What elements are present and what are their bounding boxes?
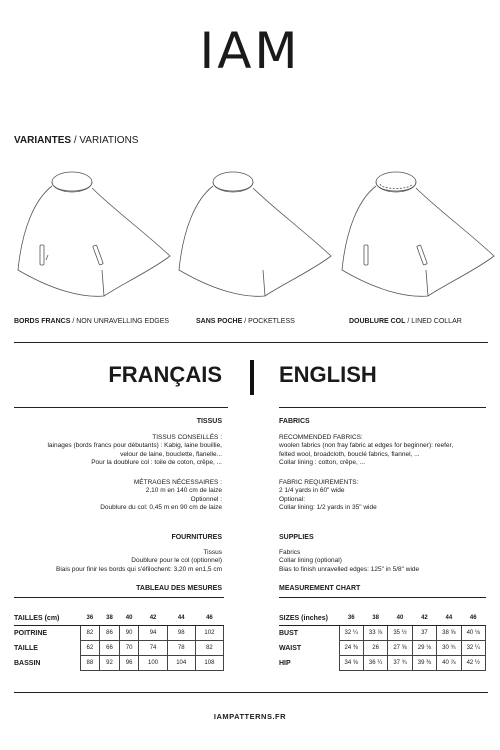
- variation-caption-1-rest: / NON UNRAVELLING EDGES: [70, 318, 170, 325]
- table-cell: 42 ½: [461, 656, 485, 671]
- table-cell: 33 ⅞: [363, 626, 387, 641]
- table-cell: 40 ⅛: [461, 626, 485, 641]
- table-cell: 88: [80, 656, 100, 671]
- supplies-line: Fabrics: [279, 549, 301, 556]
- variation-caption-3-rest: / LINED COLLAR: [405, 318, 462, 325]
- brand-logo: IAM: [199, 22, 301, 80]
- table-cell: 96: [119, 656, 139, 671]
- fabrics-line: woolen fabrics (non fray fabric at edges for beginner): reefer,: [279, 442, 454, 450]
- row-label: TAILLE: [14, 644, 38, 652]
- table-cell: 94: [139, 626, 167, 641]
- size-header: 40: [119, 611, 139, 626]
- fr-table-title-rule: [14, 597, 224, 598]
- supplies-line: Bias to finish unravelled edges: 125" in 5/8" wide: [279, 565, 420, 573]
- table-cell: 24 ⅜: [339, 641, 363, 656]
- fabrics-heading: FABRICS: [279, 418, 310, 425]
- english-heading: ENGLISH: [279, 362, 377, 387]
- en-table-title: MEASUREMENT CHART: [279, 585, 361, 592]
- row-label: POITRINE: [14, 629, 48, 637]
- fournitures-heading: FOURNITURES: [171, 534, 222, 541]
- size-header: 46: [461, 611, 485, 626]
- table-cell: 90: [119, 626, 139, 641]
- row-label: WAIST: [279, 644, 302, 652]
- size-header: 42: [139, 611, 167, 626]
- row-label: BUST: [279, 629, 299, 637]
- en-table-title-rule: [279, 597, 486, 598]
- tissus-line: Pour la doublure col : toile de coton, crêpe, ...: [91, 459, 222, 467]
- size-header: 42: [412, 611, 436, 626]
- french-heading: FRANÇAIS: [108, 362, 222, 387]
- table-cell: 37: [412, 626, 436, 641]
- row-label: HIP: [279, 659, 291, 667]
- poncho-illustration-lined-collar: [336, 160, 496, 310]
- table-cell: 27 ⅝: [388, 641, 412, 656]
- variation-caption-2: [196, 318, 295, 325]
- fabrics-text: [279, 434, 489, 468]
- fabrics-line: felted wool, broadcloth, bouclé fabrics, flannel, ...: [279, 450, 420, 458]
- tissus-text: [2, 434, 222, 468]
- size-header: 36: [339, 611, 363, 626]
- table-cell: 102: [195, 626, 223, 641]
- supplies-heading: SUPPLIES: [279, 534, 314, 541]
- language-divider: [250, 360, 254, 395]
- fournitures-line: Tissus: [203, 549, 222, 556]
- size-header: 46: [195, 611, 223, 626]
- fr-measurement-table: [14, 611, 224, 671]
- table-cell: 36 ¼: [363, 656, 387, 671]
- metrage-line: MÉTRAGES NÉCESSAIRES :: [133, 479, 222, 486]
- table-cell: 86: [100, 626, 120, 641]
- row-label: BASSIN: [14, 659, 41, 667]
- table-cell: 70: [119, 641, 139, 656]
- tissus-line: TISSUS CONSEILLÉS :: [152, 434, 222, 441]
- fabrics-line: RECOMMENDED FABRICS:: [279, 434, 363, 441]
- size-header: 36: [80, 611, 100, 626]
- variation-caption-3: [349, 318, 462, 325]
- requirements-line: FABRIC REQUIREMENTS:: [279, 479, 359, 486]
- table-header-row: [279, 611, 486, 626]
- table-cell: 40 ⅞: [437, 656, 461, 671]
- table-row: [279, 626, 486, 641]
- en-measurement-table: [279, 611, 486, 671]
- table-header-label: TAILLES (cm): [14, 611, 80, 626]
- variation-caption-2-rest: / POCKETLESS: [242, 318, 295, 325]
- table-cell: 32 ¼: [461, 641, 485, 656]
- table-cell: 104: [167, 656, 195, 671]
- metrage-line: Doublure du col: 0,45 m en 90 cm de laize: [100, 504, 222, 512]
- table-cell: 98: [167, 626, 195, 641]
- table-cell: 30 ¾: [437, 641, 461, 656]
- variation-caption-1-bold: BORDS FRANCS: [14, 318, 71, 325]
- size-header: 44: [437, 611, 461, 626]
- fournitures-text: [2, 549, 222, 574]
- tissus-heading: TISSUS: [196, 418, 222, 425]
- supplies-text: [279, 549, 489, 574]
- footer-website[interactable]: IAMPATTERNS.FR: [213, 712, 287, 721]
- english-heading-rule: [279, 407, 486, 408]
- variations-title-rest: / VARIATIONS: [71, 135, 139, 146]
- variation-caption-2-bold: SANS POCHE: [196, 318, 243, 325]
- table-cell: 39 ⅜: [412, 656, 436, 671]
- table-header-label: SIZES (inches): [279, 611, 339, 626]
- fournitures-line: Doublure pour le col (optionnel): [131, 557, 222, 565]
- fabrics-line: Collar lining : cotton, crêpe, ...: [279, 459, 365, 467]
- variations-title-bold: VARIANTES: [14, 135, 72, 146]
- requirements-line: 2 1/4 yards in 60" wide: [279, 487, 345, 495]
- supplies-line: Collar lining (optional): [279, 557, 342, 565]
- table-cell: 26: [363, 641, 387, 656]
- table-header-row: [14, 611, 224, 626]
- size-header: 40: [388, 611, 412, 626]
- fournitures-line: Biais pour finir les bords qui s'éfilochent: 3,20 m en1,5 cm: [56, 565, 222, 573]
- section-divider-top: [14, 342, 488, 343]
- section-divider-bottom: [14, 692, 488, 693]
- french-heading-rule: [14, 407, 228, 408]
- table-row: [279, 641, 486, 656]
- tissus-line: lainages (bords francs pour débutants) : Kabig, laine bouillie,: [47, 442, 222, 450]
- tissus-line: velour de laine, bouclette, flanelle...: [120, 450, 222, 458]
- table-cell: 108: [195, 656, 223, 671]
- fr-table-title: TABLEAU DES MESURES: [136, 585, 222, 592]
- size-header: 38: [100, 611, 120, 626]
- variations-title: [14, 135, 138, 146]
- table-cell: 82: [195, 641, 223, 656]
- requirements-line: Collar lining: 1/2 yards in 35" wide: [279, 504, 377, 512]
- table-cell: 82: [80, 626, 100, 641]
- variation-caption-1: [14, 318, 169, 325]
- metrage-text: [2, 479, 222, 513]
- requirements-text: [279, 479, 489, 513]
- table-cell: 38 ⅝: [437, 626, 461, 641]
- poncho-illustration-pocketless: [173, 160, 333, 310]
- table-cell: 100: [139, 656, 167, 671]
- table-cell: 35 ½: [388, 626, 412, 641]
- table-cell: 32 ¼: [339, 626, 363, 641]
- table-row: [14, 641, 224, 656]
- table-row: [279, 656, 486, 671]
- table-row: [14, 656, 224, 671]
- metrage-line: Optionnel :: [190, 495, 222, 503]
- variation-caption-3-bold: DOUBLURE COL: [349, 318, 406, 325]
- size-header: 44: [167, 611, 195, 626]
- table-cell: 66: [100, 641, 120, 656]
- table-cell: 37 ¾: [388, 656, 412, 671]
- table-cell: 74: [139, 641, 167, 656]
- table-cell: 29 ⅛: [412, 641, 436, 656]
- table-cell: 62: [80, 641, 100, 656]
- metrage-line: 2,10 m en 140 cm de laize: [145, 487, 222, 495]
- table-cell: 92: [100, 656, 120, 671]
- table-cell: 78: [167, 641, 195, 656]
- table-cell: 34 ⅝: [339, 656, 363, 671]
- requirements-line: Optional:: [279, 495, 306, 503]
- poncho-illustration-unhemmed: [12, 160, 172, 310]
- size-header: 38: [363, 611, 387, 626]
- table-row: [14, 626, 224, 641]
